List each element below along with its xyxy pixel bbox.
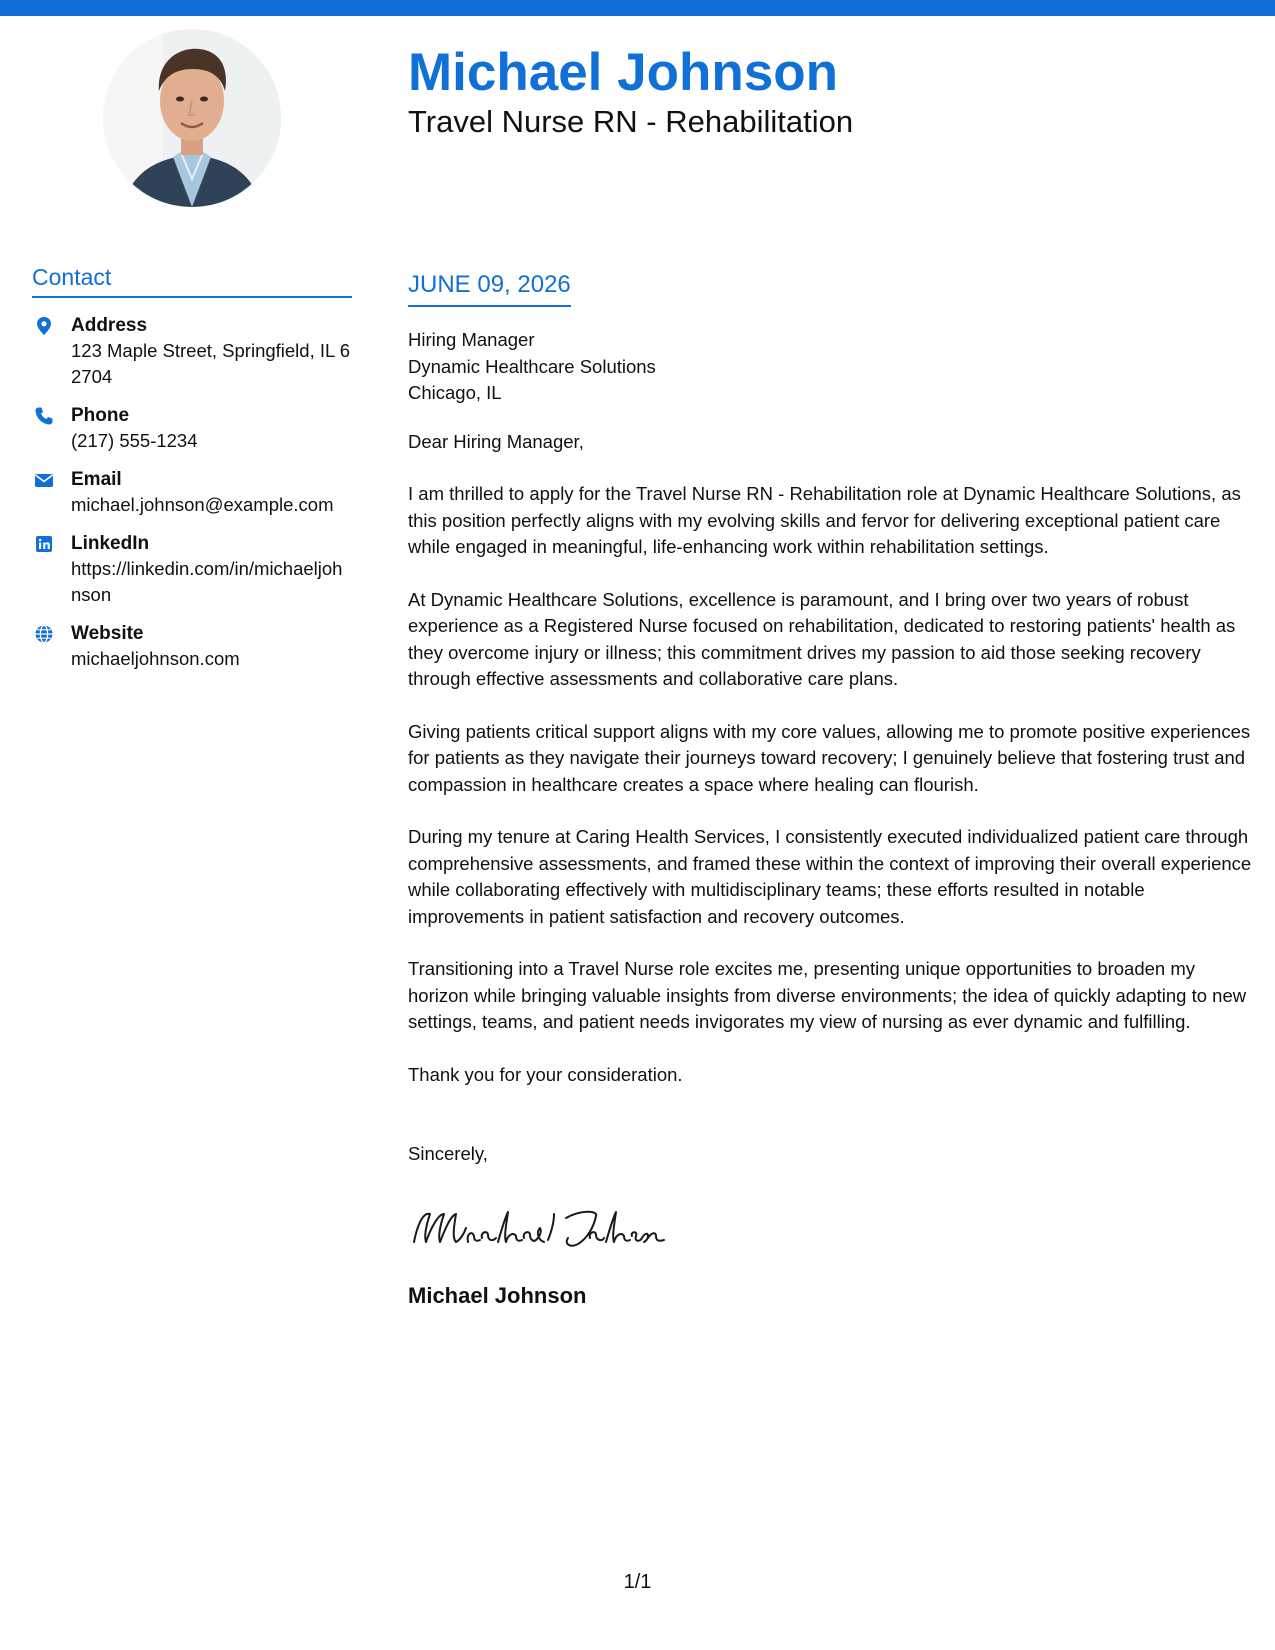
letter-paragraph: At Dynamic Healthcare Solutions, excellence is paramount, and I bring over two years of robust experience as a Registered Nurse focused on rehabilitation, dedicated to restoring patients' health as they overcome injury or illness; this commitment drives my passion to aid those seeking recovery through effective assessments and collaborative care plans. [408, 588, 1236, 689]
address-value: 123 Maple Street, Springfield, IL 62704 [71, 340, 351, 387]
recipient-line: Chicago, IL [408, 382, 502, 403]
letter-paragraph: During my tenure at Caring Health Services, I consistently executed individualized patient care through comprehensive assessments, and framed these within the context of improving their overall experience while collaborating effectively with multidisciplinary teams; these efforts resulted in notable improvements in patient satisfaction and recovery outcomes. [408, 826, 1252, 927]
contact-item-phone [32, 404, 352, 454]
letter-date: JUNE 09, 2026 [408, 270, 571, 307]
globe-icon [34, 624, 54, 644]
contact-label: Email [71, 469, 122, 490]
linkedin-icon [34, 534, 54, 554]
letter-paragraph: Transitioning into a Travel Nurse role excites me, presenting unique opportunities to broaden my horizon while bringing valuable insights from diverse environments; the idea of quickly adapting to new settings, teams, and patient needs invigorates my view of nursing as ever dynamic and fulfilling. [408, 958, 1247, 1032]
top-accent-bar [0, 0, 1275, 16]
map-pin-icon [34, 316, 54, 336]
contact-label: Website [71, 623, 144, 644]
contact-label: LinkedIn [71, 533, 150, 554]
contact-sidebar [32, 262, 352, 672]
salutation: Dear Hiring Manager, [408, 430, 584, 452]
phone-value: (217) 555-1234 [71, 430, 198, 451]
profile-photo [103, 29, 281, 207]
contact-item-email [32, 468, 352, 518]
closing: Sincerely, [408, 1143, 488, 1164]
recipient-line: Hiring Manager [408, 329, 535, 350]
phone-icon [34, 406, 54, 426]
recipient-line: Dynamic Healthcare Solutions [408, 355, 656, 377]
website-value[interactable]: michaeljohnson.com [71, 648, 240, 669]
envelope-icon [34, 470, 54, 490]
letter-paragraph: Giving patients critical support aligns with my core values, allowing me to promote positive experiences for patients as they navigate their journeys toward recovery; I genuinely believe that fostering trust and compassion in healthcare creates a space where healing can flourish. [408, 720, 1251, 795]
email-value[interactable]: michael.johnson@example.com [71, 494, 334, 515]
letter-paragraph: I am thrilled to apply for the Travel Nurse RN - Rehabilitation role at Dynamic Healthcare Solutions, as this position perfectly aligns with my evolving skills and fervor for delivering exceptional patient care while engaged in meaningful, life-enhancing work within rehabilitation settings. [408, 483, 1241, 557]
contact-item-address [32, 314, 352, 390]
signature-name: Michael Johnson [408, 1282, 587, 1308]
candidate-name: Michael Johnson [408, 43, 838, 102]
closing-thanks: Thank you for your consideration. [408, 1063, 683, 1085]
contact-heading: Contact [32, 262, 352, 298]
contact-item-linkedin [32, 532, 352, 608]
handwritten-signature [408, 1202, 668, 1254]
contact-label: Phone [71, 405, 130, 426]
job-title: Travel Nurse RN - Rehabilitation [408, 104, 854, 139]
linkedin-value[interactable]: https://linkedin.com/in/michaeljohnson [71, 558, 343, 605]
letter-body [408, 270, 1253, 1310]
page-number: 1/1 [623, 1571, 652, 1593]
recipient-block [408, 327, 1253, 407]
contact-item-website [32, 622, 352, 672]
contact-label: Address [71, 315, 148, 336]
